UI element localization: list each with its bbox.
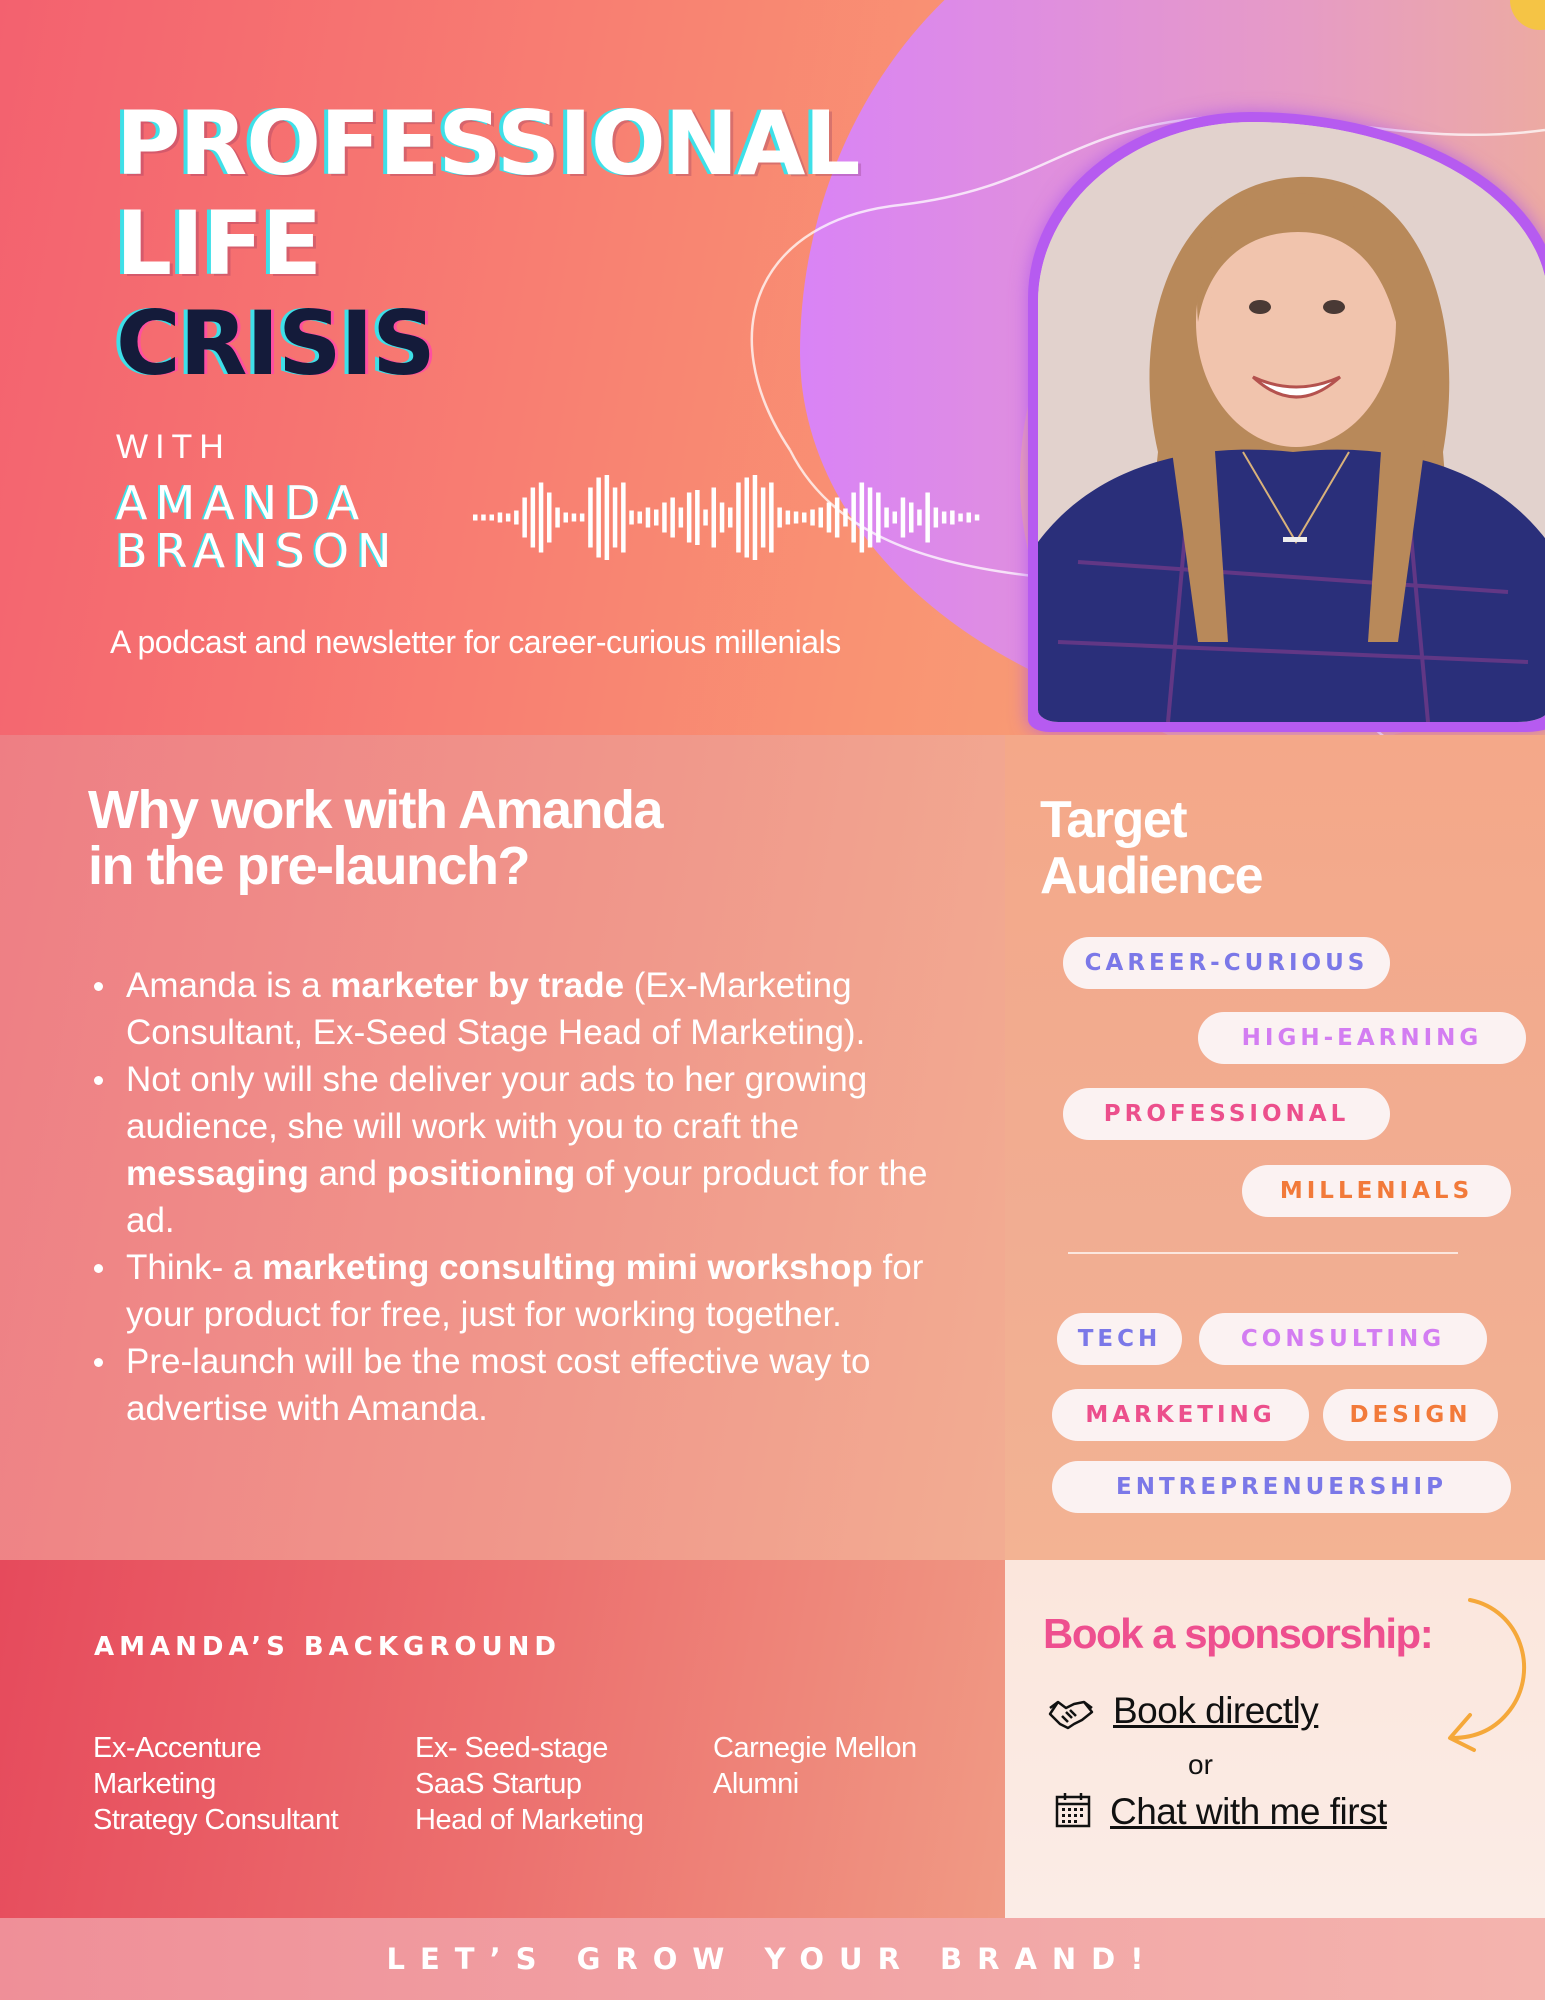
show-title-line2: LIFE [116,192,322,295]
waveform-bar [835,498,840,538]
waveform-bar [564,513,569,523]
waveform-bar [917,510,922,526]
host-portrait-image [1038,122,1545,722]
target-audience-heading-line2: Audience [1040,847,1263,905]
audience-tag-high-earning: HIGH-EARNING [1198,1012,1526,1064]
waveform-bar [514,511,519,525]
with-label: WITH [116,428,231,466]
industry-tag-design: DESIGN [1323,1389,1498,1441]
waveform-bar [967,513,972,523]
waveform-bar [572,514,577,522]
waveform-bar [934,508,939,528]
waveform-bar [596,478,601,558]
waveform-bar [901,498,906,538]
waveform-bar [498,513,503,523]
waveform-bar [728,508,733,528]
why-bullet-4: Pre-launch will be the most cost effective way to advertise with Amanda. [126,1338,966,1432]
waveform-bar [481,515,486,521]
waveform-bar [860,483,865,553]
why-bullet-1: Amanda is a marketer by trade (Ex-Marketing Consultant, Ex-Seed Stage Head of Marketing). [126,962,966,1056]
background-col-accenture: Ex-Accenture Marketing Strategy Consultant [93,1732,339,1836]
waveform-bar [876,493,881,543]
footer-banner [0,1918,1545,2000]
calendar-icon [1055,1792,1091,1828]
waveform-bar [605,475,610,560]
waveform-bar [679,508,684,528]
waveform-bar [646,508,651,528]
chat-first-link[interactable]: Chat with me first [1110,1791,1387,1832]
waveform-bar [769,483,774,553]
waveform-bar [522,498,527,538]
waveform-bar [942,512,947,524]
host-photo [1038,122,1545,722]
audience-tag-millenials: MILLENIALS [1242,1165,1511,1217]
why-heading-line2: in the pre-launch? [88,836,530,896]
host-first-name: AMANDA [116,476,368,530]
waveform-bar [909,503,914,533]
footer-cta: LET’S GROW YOUR BRAND! [386,1942,1159,1976]
waveform-bar [547,493,552,543]
waveform-bar [621,483,626,553]
why-bullet-3: Think- a marketing consulting mini workshop for your product for free, just for working together. [126,1244,966,1338]
book-directly-link[interactable]: Book directly [1113,1690,1319,1731]
waveform-bar [473,515,478,521]
waveform-bar [819,508,824,528]
waveform-bar [868,488,873,548]
waveform-bar [490,515,495,521]
target-audience-heading-line1: Target [1040,791,1187,849]
waveform-bar [925,493,930,543]
waveform-bar [687,493,692,543]
waveform-bar [786,511,791,525]
waveform-bar [654,510,659,526]
waveform-bar [670,498,675,538]
why-bullet-2: Not only will she deliver your ads to her growing audience, she will work with you to craft the messaging and positioning of your product for the ad. [126,1056,966,1244]
tagline: A podcast and newsletter for career-curious millenials [110,624,841,660]
waveform-bar [975,515,980,521]
industry-tag-marketing: MARKETING [1052,1389,1309,1441]
industry-tag-entreprenuership: ENTREPRENUERSHIP [1052,1461,1511,1513]
show-title-line3: CRISIS [116,292,435,395]
waveform-bar [695,490,700,545]
industry-tag-consulting: CONSULTING [1199,1313,1487,1365]
waveform-bar [893,512,898,524]
waveform-bar [950,511,955,525]
waveform-bar [506,514,511,522]
why-heading-line1: Why work with Amanda [88,780,663,840]
waveform-bar [539,483,544,553]
waveform-bar [810,510,815,526]
audience-tag-professional: PROFESSIONAL [1063,1088,1390,1140]
background-col-education: Carnegie Mellon Alumni [713,1732,917,1800]
waveform-bar [555,508,560,528]
handshake-icon [1048,1698,1094,1732]
waveform-bar [958,514,963,522]
waveform-bar [588,488,593,548]
waveform-bar [736,483,741,553]
industry-tag-tech: TECH [1057,1313,1182,1365]
waveform-bar [851,493,856,543]
waveform-bar [613,488,618,548]
waveform-bar [745,478,750,558]
background-heading: AMANDA’S BACKGROUND [94,1632,561,1662]
show-title-line1: PROFESSIONAL [116,92,860,195]
curved-arrow-icon [1440,1590,1540,1760]
waveform-bar [777,508,782,528]
audience-tag-career-curious: CAREER-CURIOUS [1063,937,1390,989]
waveform-bar [802,513,807,523]
booking-heading: Book a sponsorship: [1043,1610,1433,1657]
why-bullet-list [126,962,966,1432]
waveform-bar [712,488,717,548]
host-last-name: BRANSON [116,524,400,578]
waveform-bar [720,503,725,533]
waveform-bar [662,503,667,533]
waveform-bar [531,488,536,548]
waveform-bar [638,512,643,524]
waveform-bar [761,488,766,548]
host-photo-frame [1028,112,1545,732]
waveform-bar [884,508,889,528]
waveform-bar [580,514,585,522]
waveform-bar [843,509,848,527]
or-label: or [1188,1749,1213,1780]
background-col-startup: Ex- Seed-stage SaaS Startup Head of Marketing [415,1732,644,1836]
waveform-bar [629,511,634,525]
audience-divider [1068,1252,1458,1254]
target-audience-heading [1040,792,1262,904]
waveform-bar [827,503,832,533]
why-heading [88,782,662,894]
waveform-bar [753,475,758,560]
waveform-bar [794,512,799,524]
waveform-bar [703,510,708,526]
audio-waveform-icon [472,475,982,560]
